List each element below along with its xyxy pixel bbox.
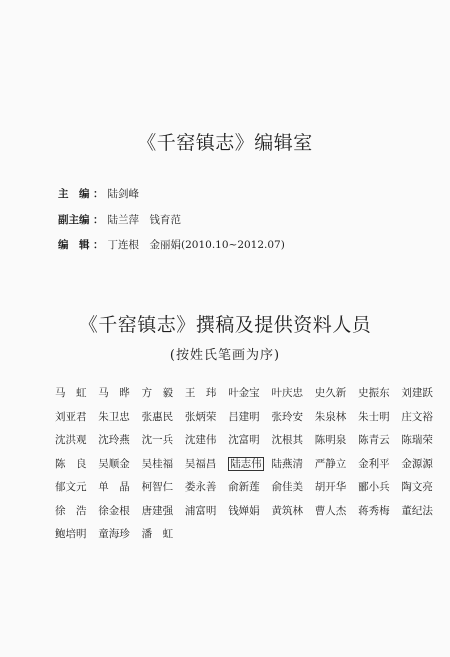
contributor-name: 童海珍 — [98, 528, 130, 540]
contributor-name: 张惠民 — [141, 410, 174, 423]
contributor-name: 吴顺金 — [98, 457, 130, 470]
contributor-name: 沈根其 — [271, 434, 303, 446]
contributor-name: 朱士明 — [358, 410, 390, 423]
contributor-name: 刘亚君 — [55, 410, 87, 423]
staff-names: 陆剑峰 — [107, 188, 139, 200]
name-row — [55, 527, 445, 551]
contributor-name: 鲍培明 — [55, 528, 87, 540]
editorial-office-title: 《千窑镇志》编辑室 — [137, 132, 313, 154]
staff-colon: ： — [93, 188, 104, 200]
contributor-name: 唐建强 — [141, 504, 174, 517]
contributor-name: 沈建伟 — [184, 434, 217, 446]
contributor-name: 蒋秀梅 — [358, 504, 390, 517]
staff-colon: ： — [93, 239, 104, 251]
contributor-name: 陈青云 — [358, 434, 390, 446]
contributor-name: 庄文裕 — [401, 410, 433, 423]
contributor-name: 沈一兵 — [141, 434, 174, 446]
contributor-name: 史久新 — [314, 387, 347, 399]
contributor-name: 沈富明 — [228, 434, 260, 446]
contributor-name: 徐金根 — [98, 504, 130, 517]
contributor-name: 张玲安 — [271, 410, 303, 423]
contributor-name: 马 虹 — [55, 387, 87, 399]
contributor-name: 娄永善 — [184, 481, 217, 493]
contributor-name: 吕建明 — [228, 410, 260, 423]
staff-line-deputy-editor — [58, 213, 181, 227]
staff-colon: ： — [93, 214, 104, 226]
name-row — [55, 386, 445, 410]
contributor-name: 徐 浩 — [55, 504, 87, 517]
contributor-name: 吴桂福 — [141, 457, 174, 470]
contributor-name: 单 晶 — [98, 481, 130, 493]
contributors-title: 《千窑镇志》撰稿及提供资料人员 — [78, 314, 372, 336]
contributor-name: 叶金宝 — [228, 387, 260, 399]
staff-line-chief-editor — [58, 187, 139, 201]
contributor-name: 郁文元 — [55, 481, 87, 493]
contributor-name: 刘建跃 — [401, 387, 433, 399]
contributor-name: 俞新莲 — [228, 481, 260, 493]
contributor-name: 方 毅 — [141, 387, 174, 399]
contributor-name: 严静立 — [314, 457, 347, 470]
staff-role: 副主编 — [58, 214, 90, 226]
contributor-name: 俞佳美 — [271, 481, 303, 493]
contributor-name: 吴福昌 — [184, 457, 217, 470]
name-row — [55, 410, 445, 434]
contributor-name: 陆燕清 — [271, 457, 303, 470]
contributors-subtitle: (按姓氏笔画为序) — [169, 348, 281, 363]
contributor-name: 胡开华 — [314, 481, 347, 493]
contributor-name: 马 晔 — [98, 387, 130, 399]
staff-role: 编 辑 — [58, 239, 90, 251]
contributor-name: 陈 良 — [55, 457, 87, 470]
contributor-name: 浦富明 — [184, 504, 217, 517]
contributor-name: 曹人杰 — [314, 504, 347, 517]
name-row — [55, 480, 445, 504]
name-row — [55, 457, 445, 481]
boxed-name: 陆志伟 — [230, 457, 262, 470]
contributor-name: 钱婵娟 — [228, 504, 260, 517]
contributor-name: 陈瑞荣 — [401, 434, 433, 446]
staff-names: 丁连根 金丽娟(2010.10~2012.07) — [107, 239, 285, 251]
staff-role: 主 编 — [58, 188, 90, 200]
contributor-name: 潘 虹 — [141, 528, 174, 540]
contributor-name: 朱卫忠 — [98, 410, 130, 423]
contributor-name: 金利平 — [358, 457, 390, 470]
contributor-name: 柯智仁 — [141, 481, 174, 493]
staff-line-editors — [58, 238, 285, 252]
contributor-name: 陈明泉 — [314, 434, 347, 446]
contributor-name: 陶文亮 — [401, 481, 433, 493]
contributor-name: 郦小兵 — [358, 481, 390, 493]
staff-names: 陆兰萍 钱育范 — [107, 214, 181, 226]
contributor-name — [228, 457, 271, 471]
contributor-name: 董纪法 — [401, 504, 433, 517]
contributor-name: 张炳荣 — [184, 410, 217, 423]
contributors-name-grid — [55, 386, 445, 551]
contributor-name: 史振东 — [358, 387, 390, 399]
contributor-name: 王 玮 — [184, 387, 217, 399]
contributor-name: 黄筑林 — [271, 504, 303, 517]
contributor-name: 沈洪观 — [55, 434, 87, 446]
contributor-name: 朱泉林 — [314, 410, 347, 423]
contributor-name: 沈玲燕 — [98, 434, 130, 446]
name-row — [55, 433, 445, 457]
name-row — [55, 504, 445, 528]
contributor-name: 叶庆忠 — [271, 387, 303, 399]
contributor-name: 金源源 — [401, 457, 433, 470]
